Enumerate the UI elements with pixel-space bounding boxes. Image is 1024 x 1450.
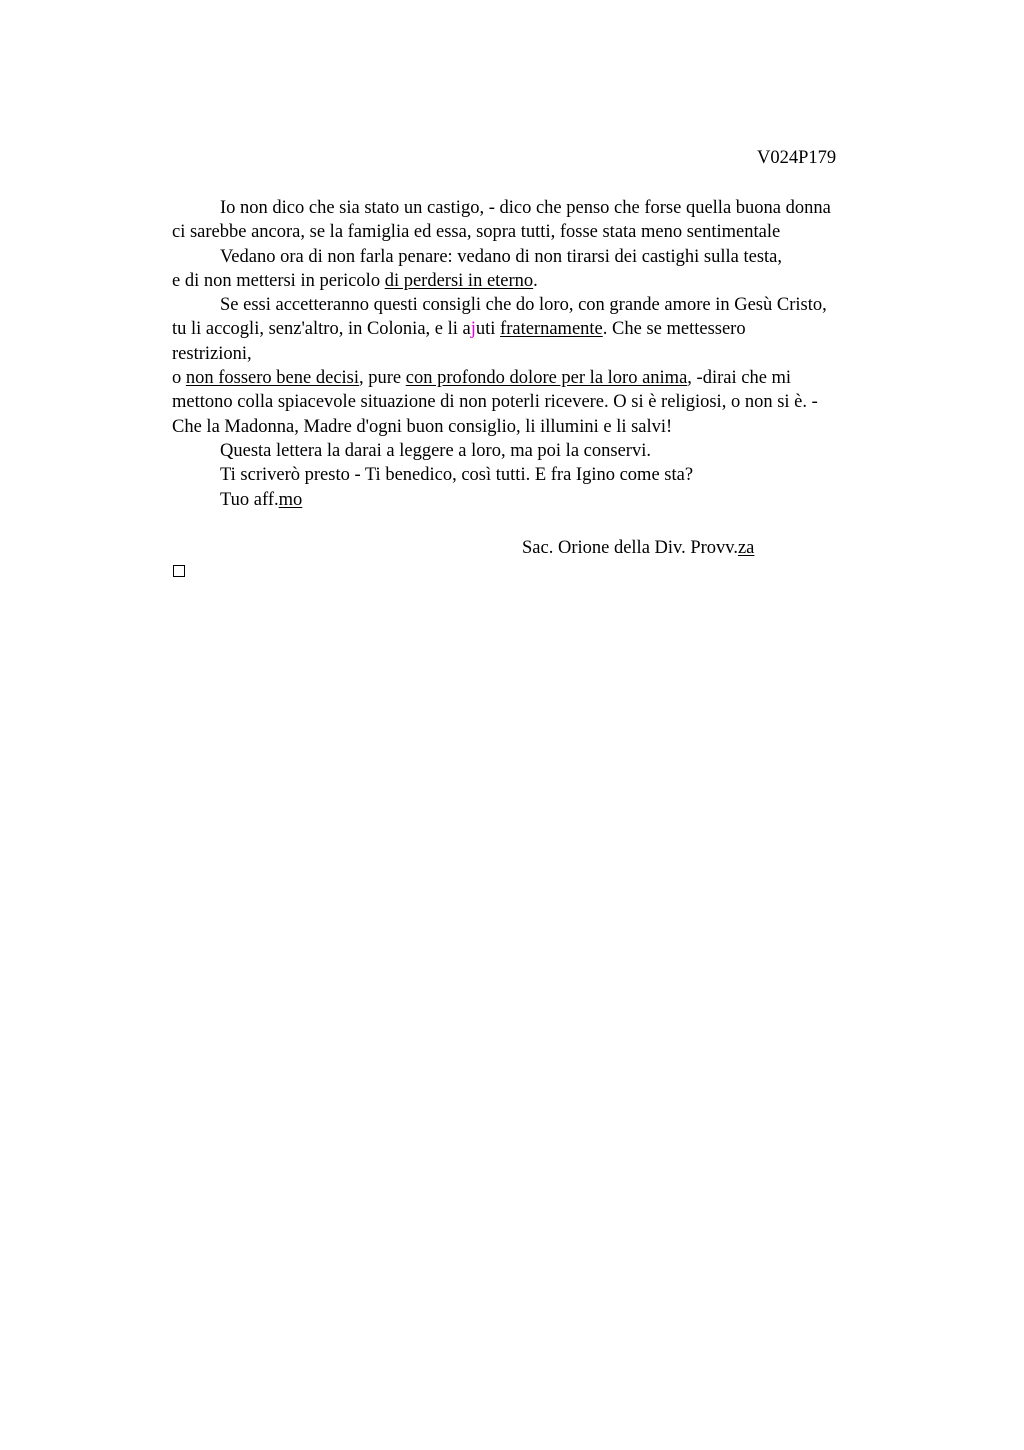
paragraph-line: Io non dico che sia stato un castigo, - dico che penso che forse quella buona donna <box>220 198 831 218</box>
end-marker-box-icon <box>173 565 185 577</box>
paragraph-line: Ti scriverò presto - Ti benedico, così tutti. E fra Igino come sta? <box>220 465 694 486</box>
paragraph-line: restrizioni, <box>172 343 252 364</box>
page-reference: V024P179 <box>757 148 837 168</box>
signature-underlined: za <box>737 538 755 558</box>
underlined-text: non fossero bene decisi <box>185 368 360 389</box>
paragraph-line <box>172 366 912 390</box>
paragraph-line: Se essi accetteranno questi consigli che do loro, con grande amore in Gesù Cristo, <box>220 295 827 316</box>
signature-text: Sac. Orione della Div. Provv. <box>522 538 738 558</box>
text-run: Tuo aff. <box>220 489 279 510</box>
text-run: , -dirai che mi <box>687 368 792 389</box>
text-run: . <box>533 270 538 291</box>
paragraph-line: Questa lettera la darai a leggere a loro, ma poi la conservi. <box>220 440 651 461</box>
signature <box>522 537 754 559</box>
text-run: , pure <box>359 368 406 389</box>
paragraph-line: Vedano ora di non farla penare: vedano di non tirarsi dei castighi sulla testa, <box>220 246 783 267</box>
paragraph-line: ci sarebbe ancora, se la famiglia ed essa, sopra tutti, fosse stata meno sentimentale <box>172 222 781 243</box>
closing-line <box>172 488 912 512</box>
paragraph-line <box>172 317 912 341</box>
text-run: . Che se mettessero <box>602 319 746 340</box>
text-run: e di non mettersi in pericolo <box>172 270 385 291</box>
highlighted-letter: j <box>470 319 476 340</box>
underlined-text: con profondo dolore per la loro anima <box>405 368 688 389</box>
text-run: uti <box>475 319 501 340</box>
letter-body <box>172 196 912 512</box>
paragraph-line: Che la Madonna, Madre d'ogni buon consiglio, li illumini e li salvi! <box>172 416 673 437</box>
text-run: o <box>172 368 186 389</box>
paragraph-line <box>172 269 912 293</box>
underlined-text: di perdersi in eterno <box>384 270 534 291</box>
paragraph-line: mettono colla spiacevole situazione di non poterli ricevere. O si è religiosi, o non si è. - <box>172 392 818 413</box>
underlined-text: mo <box>278 489 303 510</box>
underlined-text: fraternamente <box>500 319 603 340</box>
text-run: tu li accogli, senz'altro, in Colonia, e li a <box>172 319 471 340</box>
